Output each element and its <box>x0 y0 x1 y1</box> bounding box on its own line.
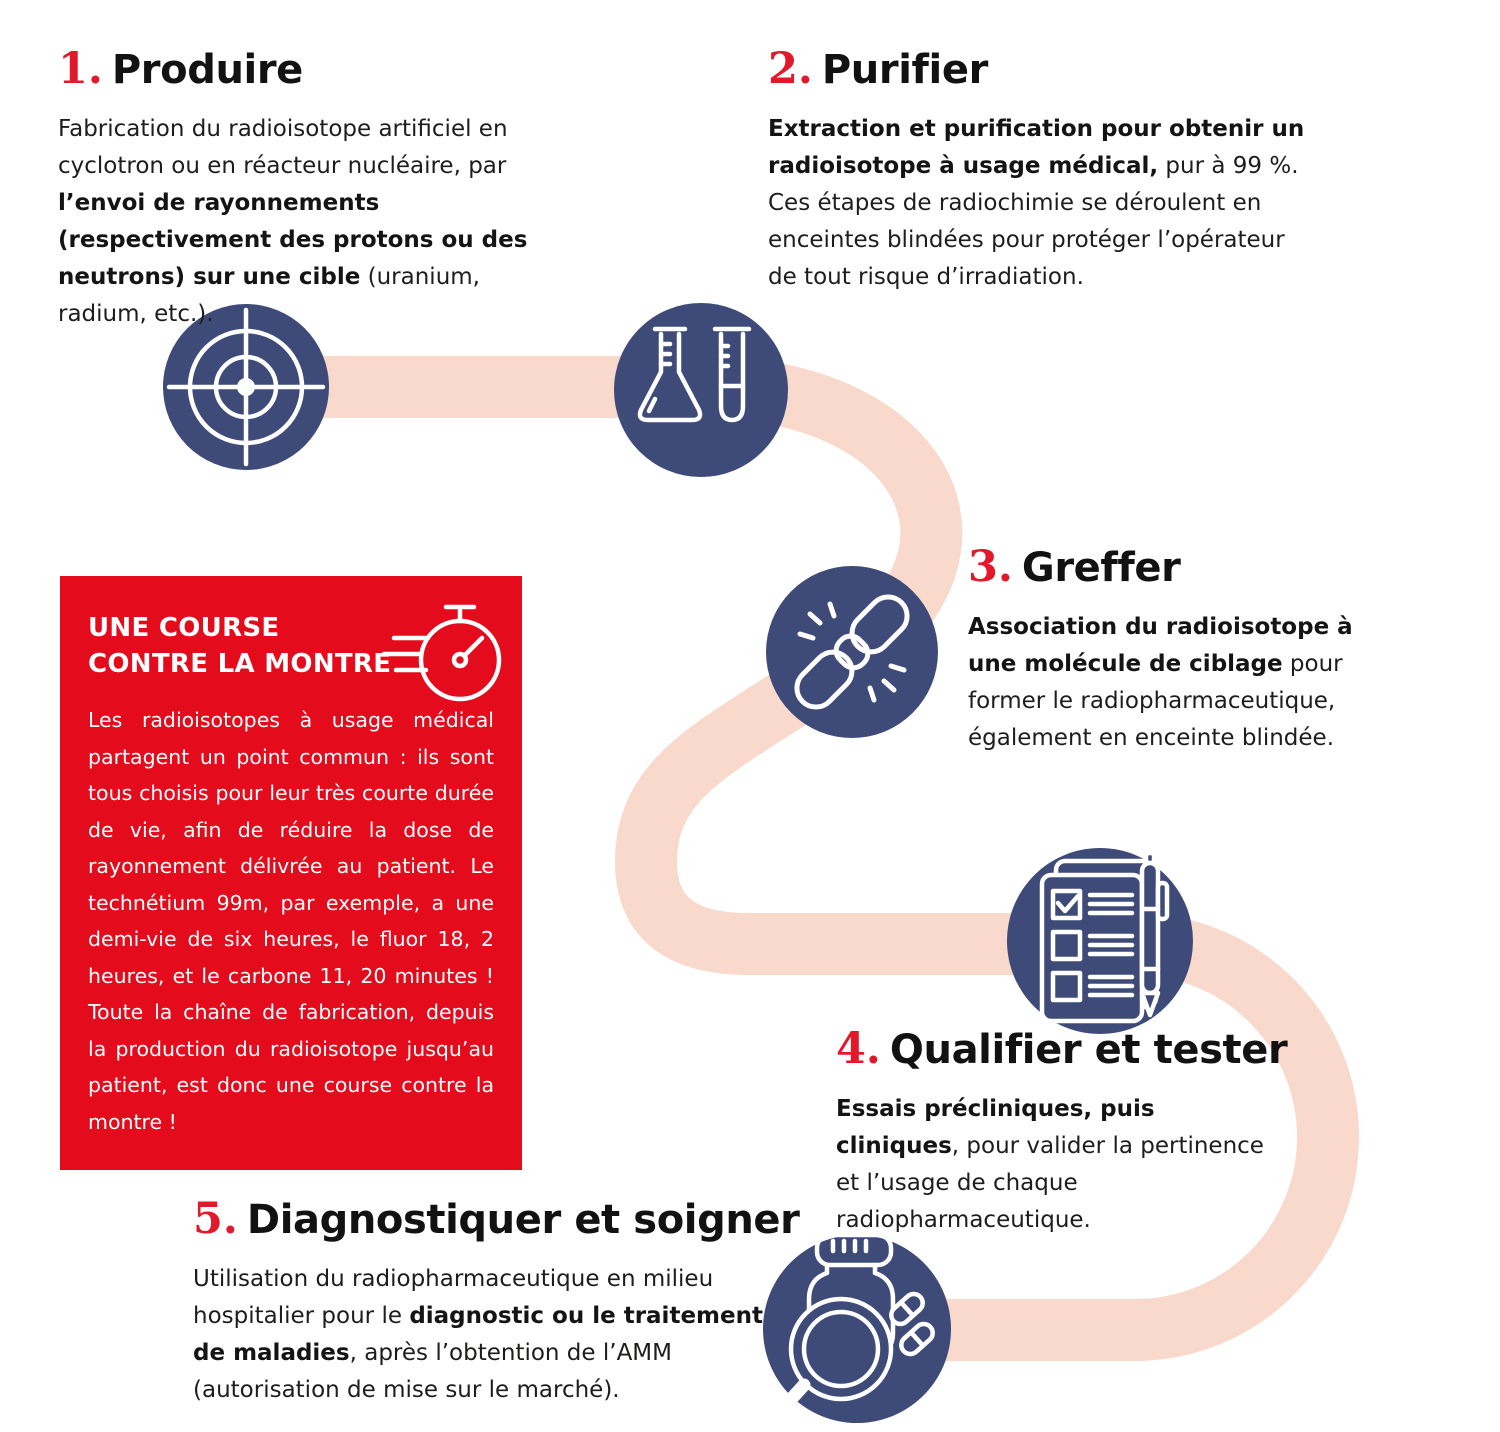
step-3-number: 3. <box>968 542 1013 592</box>
stopwatch-icon <box>378 600 504 706</box>
step-2-title: 2. Purifier <box>768 44 988 94</box>
step-5-description: Utilisation du radiopharmaceutique en milieu hospitalier pour le diagnostic ou le traitement de maladies, après l’obtention de l’AMM (autorisation de mise sur le marché). <box>193 1266 763 1403</box>
step-1-produire <box>58 46 566 333</box>
step-4-number: 4. <box>836 1024 881 1074</box>
step-2-purifier <box>768 46 1308 296</box>
step-1-description: Fabrication du radioisotope artificiel en cyclotron ou en réacteur nucléaire, par l’envoi de rayonnements (respectivement des protons ou des neutrons) sur une cible (uranium, radium, etc.). <box>58 116 528 327</box>
callout-body: Les radioisotopes à usage médical partagent un point commun : ils sont tous choisis pour leur très courte durée de vie, afin de réduire la dose de rayonnement délivrée au patient. Le technétium 99m, par exemple, a une demi-vie de six heures, le fluor 18, 2 heures, et le carbone 11, 20 minutes ! Toute la chaîne de fabrication, depuis la production du radioisotope jusqu’au patient, est donc une course contre la montre ! <box>88 708 494 1134</box>
step-3-title: 3. Greffer <box>968 542 1181 592</box>
step-1-number: 1. <box>58 44 103 94</box>
step-3-greffer <box>968 544 1360 757</box>
step3-circle <box>766 566 938 738</box>
step-5-diagnostiquer-et-soigner <box>193 1196 799 1409</box>
step-1-title: 1. Produire <box>58 44 303 94</box>
step-4-qualifier-et-tester <box>836 1026 1287 1239</box>
callout-title: UNE COURSE CONTRE LA MONTRE <box>88 613 392 679</box>
callout-course-contre-la-montre <box>60 576 522 1170</box>
step-2-number: 2. <box>768 44 813 94</box>
step2-circle <box>614 303 788 477</box>
step-5-title: 5. Diagnostiquer et soigner <box>193 1194 800 1244</box>
step-2-description: Extraction et purification pour obtenir un radioisotope à usage médical, pur à 99 %. Ces étapes de radiochimie se déroulent en enceintes blindées pour protéger l’opérateur de tout risque d’irradiation. <box>768 116 1305 290</box>
step-4-title: 4. Qualifier et tester <box>836 1024 1288 1074</box>
step-3-description: Association du radioisotope à une molécule de ciblage pour former le radiopharmaceutique, également en enceinte blindée. <box>968 614 1353 751</box>
checklist-icon <box>1042 853 1167 1021</box>
step-5-number: 5. <box>193 1194 238 1244</box>
step-4-description: Essais précliniques, puis cliniques, pour valider la pertinence et l’usage de chaque radiopharmaceutique. <box>836 1096 1264 1233</box>
